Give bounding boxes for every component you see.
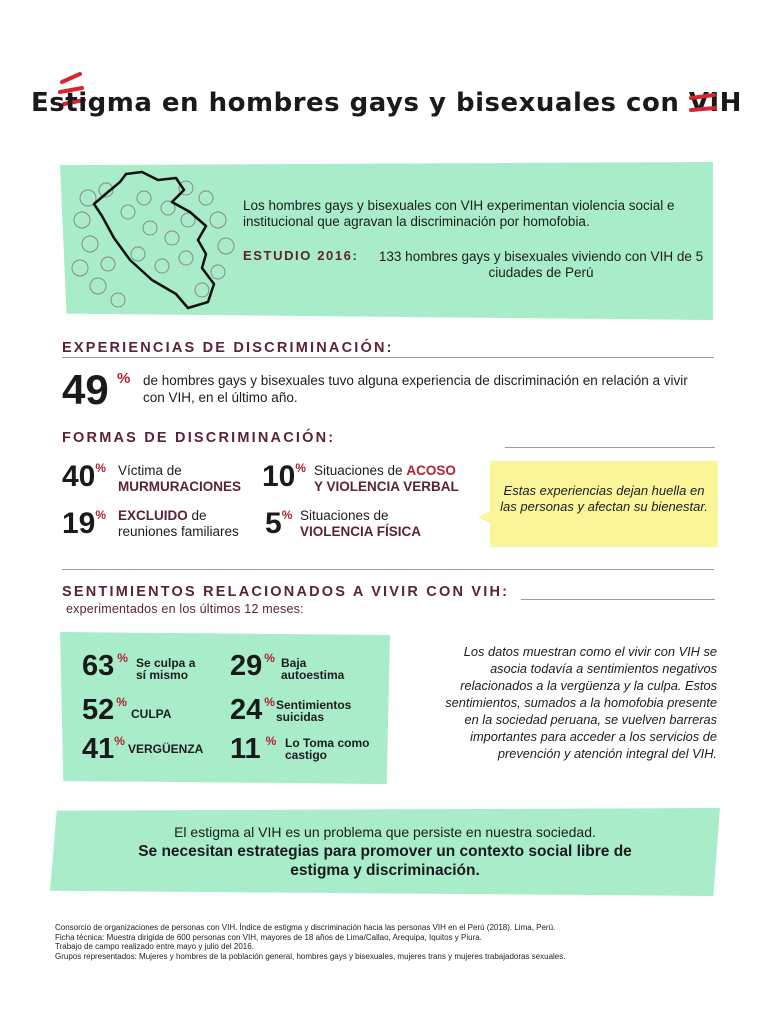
forms-item — [62, 507, 106, 541]
stat-unit: % — [295, 461, 307, 475]
label-keyword: EXCLUIDO — [118, 508, 188, 523]
forms-item — [265, 507, 292, 541]
feelings-subheading: experimentados en los últimos 12 meses: — [66, 602, 304, 616]
right-quote-marks — [688, 92, 718, 116]
label-keyword: VIOLENCIA FÍSICA — [300, 524, 422, 539]
experiences-heading: EXPERIENCIAS DE DISCRIMINACIÓN: — [62, 340, 394, 356]
study-text: 133 hombres gays y bisexuales viviendo con VIH de 5 ciudades de Perú — [378, 249, 704, 280]
feeling-label: Lo Toma como castigo — [285, 736, 370, 762]
stat-unit: % — [114, 734, 125, 748]
footer-line: Ficha técnica: Muestra dirigida de 600 personas con VIH, mayores de 18 años de Lima/Callao, Arequipa, Iquitos y Piura. — [55, 932, 482, 942]
stat-value: 11 — [230, 733, 261, 765]
experiences-text: de hombres gays y bisexuales tuvo alguna experiencia de discriminación en relación a vivir con VIH, en el último año. — [143, 373, 688, 405]
experiences-unit: % — [117, 370, 131, 387]
feeling-item — [82, 733, 125, 766]
forms-item-label — [118, 508, 258, 540]
stat-unit: % — [265, 734, 277, 748]
label-keyword: MURMURACIONES — [118, 479, 241, 494]
forms-item-label — [300, 508, 421, 540]
stat-unit: % — [264, 695, 275, 709]
forms-item-label — [118, 463, 241, 495]
feeling-label: Sentimientos suicidas — [276, 698, 352, 724]
stat-value: 10 — [262, 460, 296, 493]
stat-value: 63 — [82, 650, 115, 682]
label-pre: Situaciones de — [314, 463, 403, 478]
feeling-item — [82, 694, 127, 727]
peru-map-illustration — [68, 168, 240, 313]
feeling-label: Se culpa a sí mismo — [136, 656, 196, 682]
stat-value: 41 — [82, 733, 115, 765]
footer-line: Consorcio de organizaciones de personas con VIH. Índice de estigma y discriminación hacia las personas VIH en el Perú (2018). Lima, Perú. — [55, 923, 556, 932]
footer-line: Grupos representados: Mujeres y hombres de la población general, hombres gays y bisexuales, mujeres trans y mujeres trabajadoras sexuales. — [55, 951, 566, 961]
feeling-item — [230, 694, 275, 727]
stat-unit: % — [95, 508, 107, 522]
conclusion-line-1: El estigma al VIH es un problema que persiste en nuestra sociedad. — [174, 824, 596, 840]
label-post: Y VIOLENCIA VERBAL — [314, 479, 459, 494]
stat-unit: % — [116, 695, 127, 709]
label-pre: Situaciones de — [300, 508, 389, 523]
stat-unit: % — [281, 508, 293, 522]
divider — [505, 447, 715, 448]
study-label: ESTUDIO 2016: — [243, 248, 359, 263]
stat-value: 40 — [62, 460, 96, 493]
intro-text: Los hombres gays y bisexuales con VIH experimentan violencia social e institucional que agravan la discriminación por homofobia. — [243, 198, 675, 229]
feelings-heading: SENTIMIENTOS RELACIONADOS A VIVIR CON VIH: — [62, 584, 510, 600]
forms-item-label — [314, 463, 459, 495]
stat-value: 5 — [265, 507, 282, 540]
feeling-item — [230, 650, 275, 683]
footer-line: Trabajo de campo realizado entre mayo y julio del 2016. — [55, 942, 254, 952]
feeling-label: Baja autoestima — [281, 656, 345, 682]
stat-unit: % — [117, 651, 128, 665]
label-post: de reuniones familiares — [118, 508, 239, 539]
forms-item — [262, 460, 306, 494]
callout-pointer — [478, 510, 492, 524]
feelings-paragraph: Los datos muestran como el vivir con VIH se asocia todavía a sentimientos negativos relacionados a la vergüenza y la culpa. Estos sentimientos, sumados a la homofobia presente en la sociedad peruana, se vuelven barreras importantes para acceder a los servicios de prevención y atención integral del VIH. — [445, 644, 717, 761]
experiences-value: 49 — [62, 366, 109, 413]
forms-heading: FORMAS DE DISCRIMINACIÓN: — [62, 430, 336, 446]
callout-text: Estas experiencias dejan huella en las personas y afectan su bienestar. — [500, 483, 708, 514]
stat-value: 29 — [230, 650, 263, 682]
feeling-label: CULPA — [131, 707, 172, 721]
stat-value: 19 — [62, 507, 96, 540]
footer-notes — [55, 923, 755, 961]
feeling-item — [230, 733, 276, 766]
stat-unit: % — [95, 461, 107, 475]
stat-unit: % — [264, 651, 275, 665]
conclusion-line-2: Se necesitan estrategias para promover un contexto social libre de estigma y discriminación. — [138, 843, 632, 879]
feeling-label: VERGÜENZA — [128, 742, 204, 756]
label-keyword: ACOSO — [406, 463, 456, 478]
label-pre: Víctima de — [118, 463, 182, 478]
divider — [521, 599, 715, 600]
forms-item — [62, 460, 106, 494]
divider — [62, 357, 714, 358]
page-title: Estigma en hombres gays y bisexuales con VIH — [31, 88, 742, 118]
feeling-item — [82, 650, 128, 683]
stat-value: 24 — [230, 694, 263, 726]
stat-value: 52 — [82, 694, 115, 726]
divider — [62, 569, 714, 570]
